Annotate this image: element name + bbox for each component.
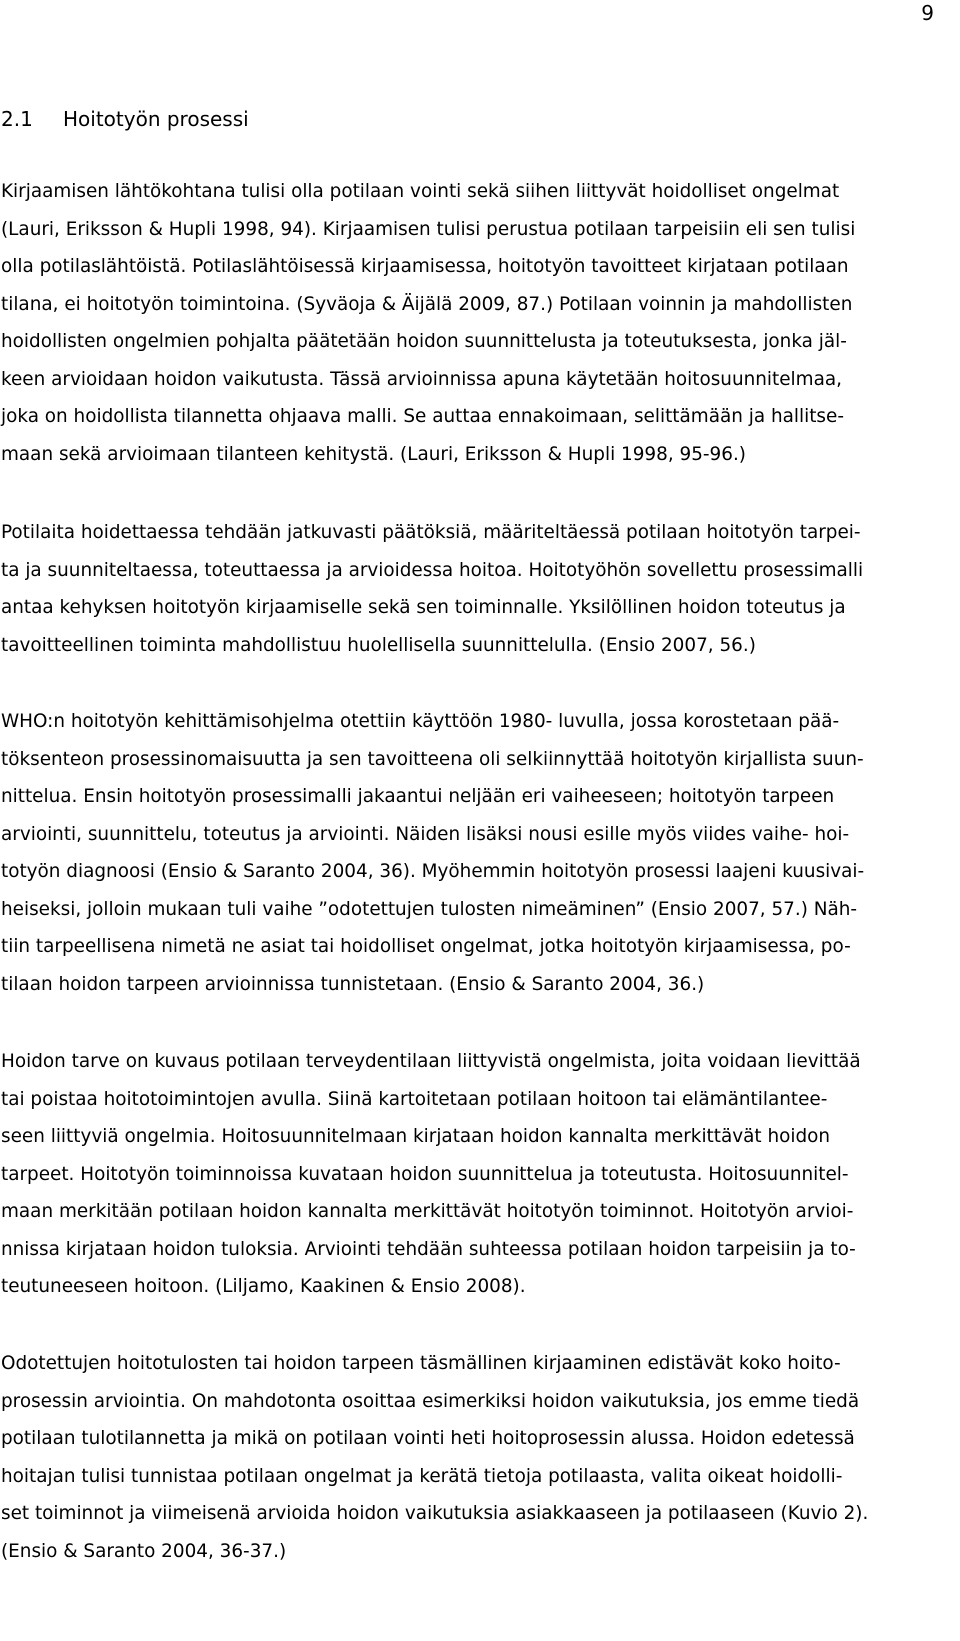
- text-line: antaa kehyksen hoitotyön kirjaamiselle sekä sen toiminnalle. Yksilöllinen hoidon toteutus ja: [1, 597, 846, 618]
- paragraph-4: [1, 1043, 959, 1306]
- text-line: arviointi, suunnittelu, toteutus ja arviointi. Näiden lisäksi nousi esille myös viides vaihe- hoi-: [1, 823, 850, 845]
- text-line: olla potilaslähtöistä. Potilaslähtöisessä kirjaamisessa, hoitotyön tavoitteet kirjataan potilaan: [1, 256, 849, 277]
- paragraph-2: [1, 514, 959, 664]
- text-line: (Lauri, Eriksson & Hupli 1998, 94). Kirjaamisen tulisi perustua potilaan tarpeisiin eli sen tulisi: [1, 218, 856, 240]
- text-line: joka on hoidollista tilannetta ohjaava malli. Se auttaa ennakoimaan, selittämään ja hallitse-: [1, 406, 844, 427]
- text-line: ta ja suunniteltaessa, toteuttaessa ja arvioidessa hoitoa. Hoitotyöhön sovellettu prosessimalli: [1, 559, 864, 581]
- section-number: 2.1: [1, 107, 33, 131]
- text-line: tilana, ei hoitotyön toimintoina. (Syväoja & Äijälä 2009, 87.) Potilaan voinnin ja mahdollisten: [1, 293, 853, 315]
- text-line: Potilaita hoidettaessa tehdään jatkuvasti päätöksiä, määriteltäessä potilaan hoitotyön tarpei-: [1, 522, 861, 543]
- text-line: totyön diagnoosi (Ensio & Saranto 2004, 36). Myöhemmin hoitotyön prosessi laajeni kuusivai-: [1, 861, 865, 882]
- text-line: potilaan tulotilannetta ja mikä on potilaan vointi heti hoitoprosessin alussa. Hoidon edetessä: [1, 1428, 855, 1449]
- paragraph-1: [1, 173, 959, 473]
- text-line: heiseksi, jolloin mukaan tuli vaihe ”odotettujen tulosten nimeäminen” (Ensio 2007, 57.) Näh-: [1, 898, 858, 920]
- text-line: nittelua. Ensin hoitotyön prosessimalli jakaantui neljään eri vaiheeseen; hoitotyön tarpeen: [1, 786, 835, 807]
- section-heading: [1, 107, 249, 131]
- text-line: WHO:n hoitotyön kehittämisohjelma otettiin käyttöön 1980- luvulla, jossa korostetaan pää-: [1, 711, 840, 732]
- text-line: (Ensio & Saranto 2004, 36-37.): [1, 1540, 287, 1562]
- text-line: tavoitteellinen toiminta mahdollistuu huolellisella suunnittelulla. (Ensio 2007, 56.): [1, 634, 756, 656]
- text-line: tai poistaa hoitotoimintojen avulla. Siinä kartoitetaan potilaan hoitoon tai elämäntilantee-: [1, 1088, 828, 1110]
- text-line: tiin tarpeellisena nimetä ne asiat tai hoidolliset ongelmat, jotka hoitotyön kirjaamisessa, po-: [1, 936, 851, 957]
- page-number: 9: [921, 1, 934, 25]
- text-line: prosessin arviointia. On mahdotonta osoittaa esimerkiksi hoidon vaikutuksia, jos emme tiedä: [1, 1390, 860, 1412]
- text-line: hoidollisten ongelmien pohjalta päätetään hoidon suunnittelusta ja toteutuksesta, jonka jäl-: [1, 331, 847, 352]
- text-line: tilaan hoidon tarpeen arvioinnissa tunnistetaan. (Ensio & Saranto 2004, 36.): [1, 973, 705, 995]
- text-line: töksenteon prosessinomaisuutta ja sen tavoitteena oli selkiinnyttää hoitotyön kirjallista suun-: [1, 748, 864, 770]
- text-line: Odotettujen hoitotulosten tai hoidon tarpeen täsmällinen kirjaaminen edistävät koko hoito-: [1, 1353, 841, 1374]
- section-title: Hoitotyön prosessi: [63, 107, 249, 131]
- text-line: nnissa kirjataan hoidon tuloksia. Arviointi tehdään suhteessa potilaan hoidon tarpeisiin ja to-: [1, 1238, 856, 1260]
- text-line: Hoidon tarve on kuvaus potilaan terveydentilaan liittyvistä ongelmista, joita voidaan lievittää: [1, 1051, 861, 1072]
- text-line: Kirjaamisen lähtökohtana tulisi olla potilaan vointi sekä siihen liittyvät hoidolliset ongelmat: [1, 181, 840, 202]
- text-line: hoitajan tulisi tunnistaa potilaan ongelmat ja kerätä tietoja potilaasta, valita oikeat hoidolli-: [1, 1465, 843, 1487]
- text-line: tarpeet. Hoitotyön toiminnoissa kuvataan hoidon suunnittelua ja toteutusta. Hoitosuunnitel-: [1, 1163, 849, 1185]
- text-line: maan merkitään potilaan hoidon kannalta merkittävät hoitotyön toiminnot. Hoitotyön arvioi-: [1, 1201, 854, 1222]
- text-line: teutuneeseen hoitoon. (Liljamo, Kaakinen & Ensio 2008).: [1, 1276, 526, 1297]
- text-line: seen liittyviä ongelmia. Hoitosuunnitelmaan kirjataan hoidon kannalta merkittävät hoidon: [1, 1126, 831, 1147]
- text-line: keen arvioidaan hoidon vaikutusta. Tässä arvioinnissa apuna käytetään hoitosuunnitelmaa,: [1, 368, 842, 390]
- paragraph-5: [1, 1345, 959, 1570]
- text-line: maan sekä arvioimaan tilanteen kehitystä. (Lauri, Eriksson & Hupli 1998, 95-96.): [1, 443, 746, 465]
- paragraph-3: [1, 703, 959, 1003]
- text-line: set toiminnot ja viimeisenä arvioida hoidon vaikutuksia asiakkaaseen ja potilaaseen (Kuvio 2).: [1, 1503, 869, 1524]
